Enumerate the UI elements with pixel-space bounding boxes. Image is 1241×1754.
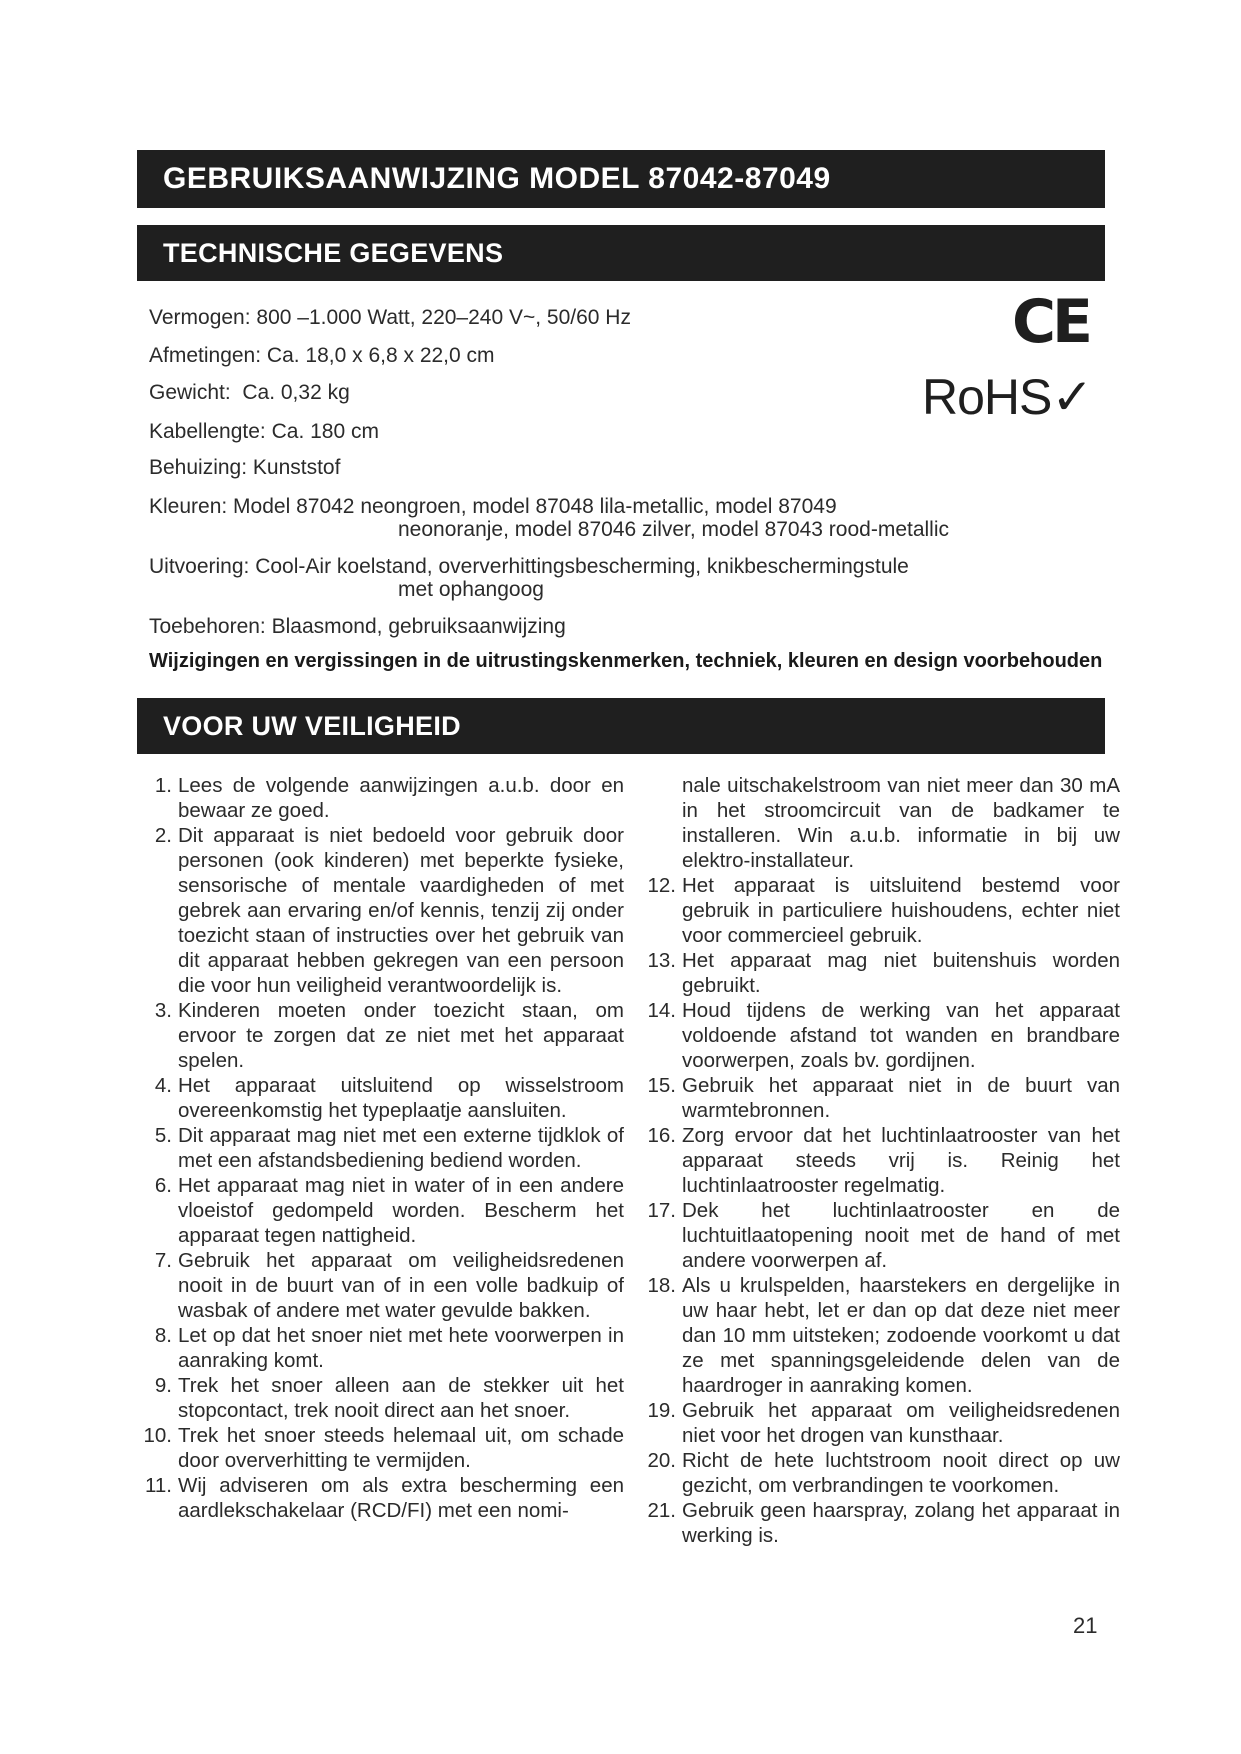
safety-list-item <box>136 1073 624 1123</box>
item-number: 6. <box>154 1174 172 1197</box>
spec-weight: Gewicht: Ca. 0,32 kg <box>149 381 350 404</box>
item-text: Gebruik geen haarspray, zolang het apparaat in werking is. <box>682 1499 1120 1547</box>
changes-reserved-notice: Wijzigingen en vergissingen in de uitrustingskenmerken, techniek, kleuren en design voorbehouden <box>149 650 1103 672</box>
safety-list-right <box>640 773 1120 1548</box>
item-number: 14. <box>647 999 676 1022</box>
ce-mark-logo: CE <box>1012 287 1090 357</box>
item-number: 1. <box>154 774 172 797</box>
item-text: Wij adviseren om als extra bescherming een aardlekschakelaar (RCD/FI) met een nomi- <box>178 1474 624 1522</box>
item-text: Richt de hete luchtstroom nooit direct op uw gezicht, om verbrandingen te voorkomen. <box>682 1449 1120 1497</box>
item-text: Lees de volgende aanwijzingen a.u.b. door en bewaar ze goed. <box>178 774 624 822</box>
item-number: 8. <box>154 1324 172 1347</box>
spec-colors-continued: neonoranje, model 87046 zilver, model 87043 rood-metallic <box>398 518 950 541</box>
item-text: Houd tijdens de werking van het apparaat voldoende afstand tot wanden en brandbare voorwerpen, zoals bv. gordijnen. <box>682 999 1120 1072</box>
safety-list-item <box>136 1423 624 1473</box>
item-text: Dit apparaat is niet bedoeld voor gebruik door personen (ook kinderen) met beperkte fysieke, sensorische of mentale vaardigheden of met gebrek aan ervaring en/of kennis, tenzij zij onder toezicht staan of instructies over het gebruik van dit apparaat hebben gekregen van een persoon die voor hun veiligheid verantwoordelijk is. <box>178 824 624 997</box>
spec-features-continued: met ophangoog <box>398 578 544 601</box>
manual-title: GEBRUIKSAANWIJZING MODEL 87042-87049 <box>137 150 1105 208</box>
item-number: 19. <box>647 1399 676 1422</box>
item-number: 4. <box>154 1074 172 1097</box>
item-number: 20. <box>647 1449 676 1472</box>
item-text: Zorg ervoor dat het luchtinlaatrooster van het apparaat steeds vrij is. Reinig het luchtinlaatrooster regelmatig. <box>682 1124 1120 1197</box>
page-number: 21 <box>1073 1613 1098 1638</box>
item-text: Dit apparaat mag niet met een externe tijdklok of met een afstandsbediening bediend worden. <box>178 1124 624 1172</box>
item-text: Kinderen moeten onder toezicht staan, om ervoor te zorgen dat ze niet met het apparaat spelen. <box>178 999 624 1072</box>
safety-list-item <box>640 1498 1120 1548</box>
safety-list-item <box>136 1323 624 1373</box>
safety-list-item <box>640 948 1120 998</box>
item-number: 7. <box>154 1249 172 1272</box>
safety-list-item <box>136 1248 624 1323</box>
rohs-mark-logo <box>922 368 1093 426</box>
item-number: 18. <box>647 1274 676 1297</box>
item-number: 17. <box>647 1199 676 1222</box>
item-text: Het apparaat mag niet buitenshuis worden gebruikt. <box>682 949 1120 997</box>
item-number: 3. <box>154 999 172 1022</box>
item-text: Het apparaat uitsluitend op wisselstroom overeenkomstig het typeplaatje aansluiten. <box>178 1074 624 1122</box>
safety-list-item <box>640 1448 1120 1498</box>
safety-list-item <box>136 773 624 823</box>
item-number: 2. <box>154 824 172 847</box>
safety-list-left <box>136 773 624 1523</box>
safety-list-item <box>640 1273 1120 1398</box>
item-number: 5. <box>154 1124 172 1147</box>
safety-list-item <box>640 873 1120 948</box>
spec-housing: Behuizing: Kunststof <box>149 456 341 479</box>
spec-accessories: Toebehoren: Blaasmond, gebruiksaanwijzing <box>149 615 566 638</box>
item-text: Het apparaat is uitsluitend bestemd voor gebruik in particuliere huishoudens, echter niet voor commercieel gebruik. <box>682 874 1120 947</box>
safety-list-item <box>640 1123 1120 1198</box>
item-text: Trek het snoer steeds helemaal uit, om schade door oververhitting te vermijden. <box>178 1424 624 1472</box>
spec-features: Uitvoering: Cool-Air koelstand, oververhittingsbescherming, knikbeschermingstule <box>149 555 909 578</box>
item-number: 15. <box>647 1074 676 1097</box>
item-text: Gebruik het apparaat niet in de buurt van warmtebronnen. <box>682 1074 1120 1122</box>
safety-list-item <box>640 1398 1120 1448</box>
check-icon: ✓ <box>1051 368 1093 426</box>
safety-list-item <box>640 1073 1120 1123</box>
rohs-label: RoHS <box>922 369 1052 425</box>
item-text: Gebruik het apparaat om veiligheidsredenen nooit in de buurt van of in een volle badkuip of wasbak of andere met water gevulde bakken. <box>178 1249 624 1322</box>
item-text: Gebruik het apparaat om veiligheidsredenen niet voor het drogen van kunsthaar. <box>682 1399 1120 1447</box>
safety-list-item <box>136 1123 624 1173</box>
item-number: 21. <box>647 1499 676 1522</box>
item-number: 10. <box>143 1424 172 1447</box>
safety-list-item <box>136 998 624 1073</box>
safety-list-item <box>640 1198 1120 1273</box>
spec-colors: Kleuren: Model 87042 neongroen, model 87048 lila-metallic, model 87049 <box>149 495 837 518</box>
item-number: 12. <box>647 874 676 897</box>
safety-list-item <box>136 1473 624 1523</box>
item-text: Dek het luchtinlaatrooster en de luchtuitlaatopening nooit met de hand of met andere voorwerpen af. <box>682 1199 1120 1272</box>
safety-list-item <box>136 1373 624 1423</box>
item-text: Het apparaat mag niet in water of in een andere vloeistof gedompeld worden. Bescherm het apparaat tegen nattigheid. <box>178 1174 624 1247</box>
item-text: Let op dat het snoer niet met hete voorwerpen in aanraking komt. <box>178 1324 624 1372</box>
item-number: 13. <box>647 949 676 972</box>
technical-data-heading: TECHNISCHE GEGEVENS <box>137 225 1105 281</box>
safety-list-item <box>640 998 1120 1073</box>
item-number: 11. <box>145 1474 172 1497</box>
safety-heading: VOOR UW VEILIGHEID <box>137 698 1105 754</box>
spec-cable-length: Kabellengte: Ca. 180 cm <box>149 420 379 443</box>
safety-list-item <box>136 1173 624 1248</box>
item-number: 9. <box>154 1374 172 1397</box>
item-text: Trek het snoer alleen aan de stekker uit het stopcontact, trek nooit direct aan het snoer. <box>178 1374 624 1422</box>
spec-power: Vermogen: 800 –1.000 Watt, 220–240 V~, 50/60 Hz <box>149 306 631 329</box>
spec-dimensions: Afmetingen: Ca. 18,0 x 6,8 x 22,0 cm <box>149 344 495 367</box>
safety-item-11-continued: nale uitschakelstroom van niet meer dan 30 mA in het stroomcircuit van de badkamer te installeren. Win a.u.b. informatie in bij uw elektro-installateur. <box>682 774 1120 872</box>
item-text: Als u krulspelden, haarstekers en dergelijke in uw haar hebt, let er dan op dat deze niet meer dan 10 mm uitsteken; zodoende voorkomt u dat ze met spanningsgeleidende delen van de haardroger in aanraking komen. <box>682 1274 1120 1397</box>
safety-list-item <box>136 823 624 998</box>
item-number: 16. <box>647 1124 676 1147</box>
